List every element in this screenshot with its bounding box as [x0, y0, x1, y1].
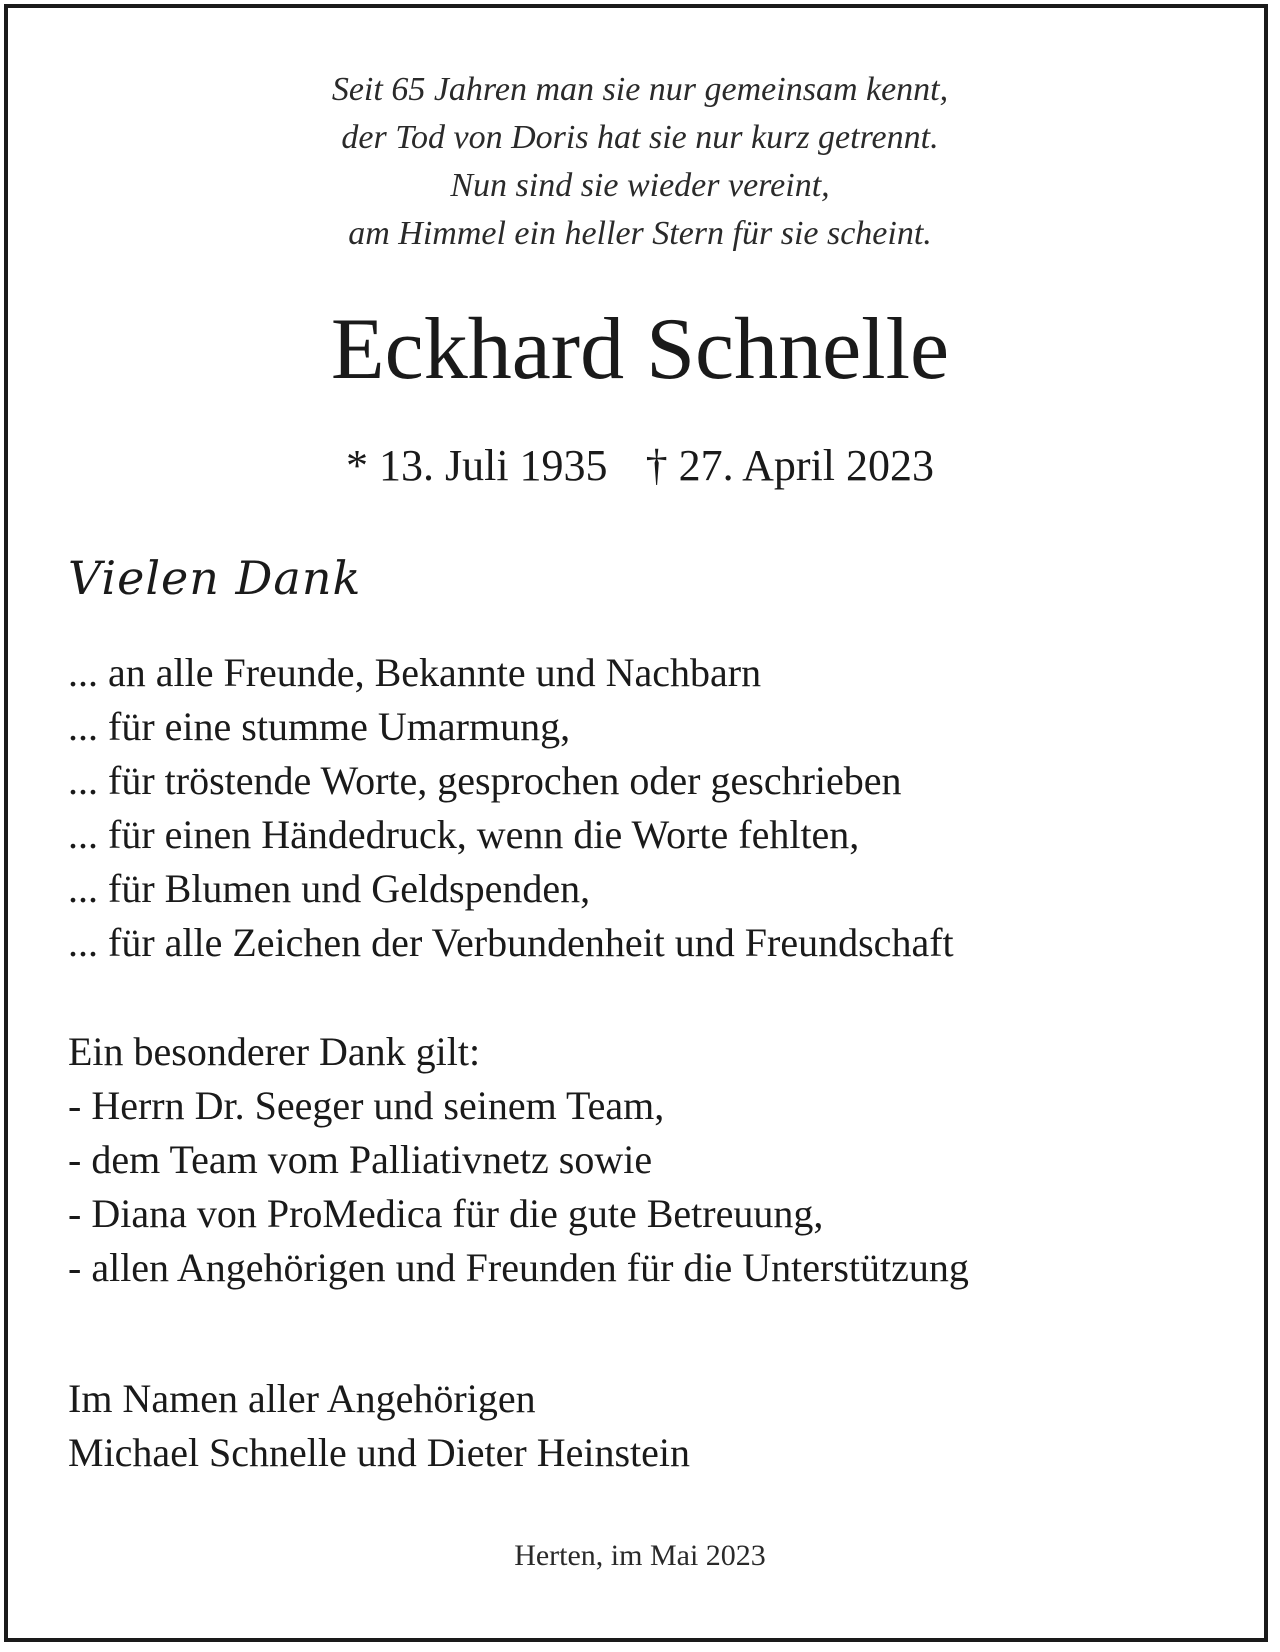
- birth-date: * 13. Juli 1935: [345, 441, 608, 490]
- deceased-name: Eckhard Schnelle: [330, 301, 950, 398]
- death-date: † 27. April 2023: [645, 441, 935, 490]
- special-thanks-line: - allen Angehörigen und Freunden für die Unterstützung: [68, 1245, 969, 1290]
- special-thanks-line: - Herrn Dr. Seeger und seinem Team,: [68, 1083, 665, 1128]
- thanks-heading: Vielen Dank: [68, 551, 362, 605]
- special-thanks-line: - dem Team vom Palliativnetz sowie: [68, 1137, 653, 1182]
- thanks-line: ... an alle Freunde, Bekannte und Nachbarn: [68, 650, 762, 695]
- signature-block: [68, 1372, 690, 1480]
- poem-line: Nun sind sie wieder vereint,: [450, 167, 830, 204]
- thanks-list: [68, 646, 954, 970]
- signature-line: Michael Schnelle und Dieter Heinstein: [68, 1430, 691, 1475]
- thanks-line: ... für alle Zeichen der Verbundenheit und Freundschaft: [68, 920, 954, 965]
- special-thanks-line: Ein besonderer Dank gilt:: [68, 1029, 481, 1074]
- thanks-line: ... für eine stumme Umarmung,: [68, 704, 571, 749]
- poem-line: der Tod von Doris hat sie nur kurz getrennt.: [341, 119, 939, 156]
- place-and-date: Herten, im Mai 2023: [514, 1539, 766, 1572]
- memorial-poem: [0, 66, 1280, 258]
- thanks-line: ... für Blumen und Geldspenden,: [68, 866, 591, 911]
- special-thanks-line: - Diana von ProMedica für die gute Betreuung,: [68, 1191, 824, 1236]
- thanks-line: ... für tröstende Worte, gesprochen oder geschrieben: [68, 758, 902, 803]
- life-dates: [0, 438, 1280, 494]
- poem-line: am Himmel ein heller Stern für sie scheint.: [348, 215, 932, 252]
- special-thanks: [68, 1025, 969, 1295]
- thanks-line: ... für einen Händedruck, wenn die Worte fehlten,: [68, 812, 860, 857]
- poem-line: Seit 65 Jahren man sie nur gemeinsam kennt,: [331, 71, 949, 108]
- signature-line: Im Namen aller Angehörigen: [68, 1376, 536, 1421]
